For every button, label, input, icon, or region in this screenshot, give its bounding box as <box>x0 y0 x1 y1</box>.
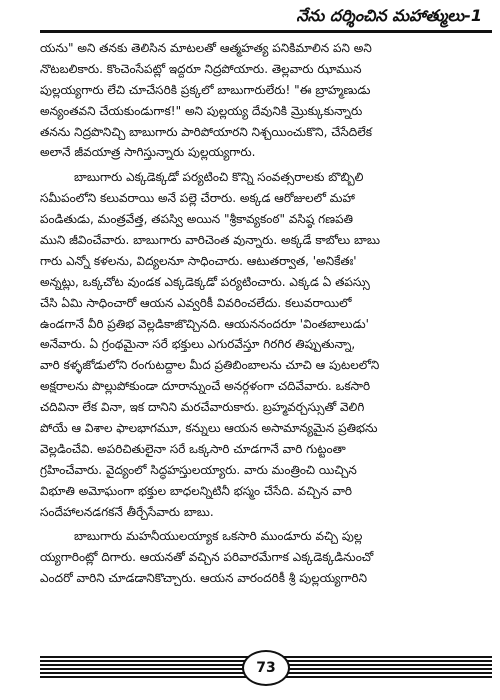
text-line: పండితుడు, మంత్రవేత్త, తపస్వి అయిన "శ్రీకావ్యకంఠ" వసిష్ఠ గణపతి <box>40 212 353 227</box>
text-line: అన్నట్లు, ఒక్కచోట వుండక ఎక్కడెక్కడో పర్యటించారు. ఎక్కడ ఏ తపస్సు <box>40 274 370 289</box>
text-line: గ్రహించేవారు. వైద్యంలో సిద్ధహస్తులయ్యారు. వారు మంత్రించి యిచ్చిన <box>40 462 357 477</box>
paragraph <box>40 526 480 589</box>
text-line: అలానే జీవయాత్ర సాగిస్తున్నారు పుల్లయ్యగారు. <box>40 145 256 160</box>
text-line: య్యగారింట్లో దిగారు. ఆయనతో వచ్చిన పరివారమేగాక ఎక్కడెక్కడినుంచో <box>40 550 374 565</box>
page-footer <box>40 648 492 688</box>
text-line: అక్షరాలను పొల్లుపోకుండా దూరాన్నుంచే అనర్గళంగా చదివేవారు. ఒకసారి <box>40 379 371 394</box>
text-line: బాబుగారు ఎక్కడెక్కడో పర్యటించి కొన్ని సంవత్సరాలకు బొబ్బిలి <box>74 170 364 185</box>
text-line: పుల్లయ్యగారు లేచి చూచేసరికి ప్రక్కలో బాబుగారులేరు! "ఈ బ్రాహ్మణుడు <box>40 82 371 97</box>
text-line: వారి కళ్ళజోడులోని రంగుటద్దాల మీద ప్రతిబింబాలను చూచి ఆ పుటలలోని <box>40 358 380 373</box>
paragraph <box>40 167 480 522</box>
text-line: అనేవారు. ఏ గ్రంథమైనా సరే భక్తులు ఎగురవేస్తూ గిరగిర తిప్పుతున్నా, <box>40 337 356 352</box>
text-line: నొటబలికారు. కొంచెంసేపట్లో ఇద్దరూ నిద్రపోయారు. తెల్లవారు ఝామున <box>40 61 362 76</box>
paragraph <box>40 38 480 163</box>
body-text <box>40 38 480 593</box>
text-line: సందేహాలనడగకనే తీర్చేసేవారు బాబు. <box>40 504 214 519</box>
text-line: చేసి ఏమి సాధించారో ఆయన ఎవ్వరికీ వివరించలేదు. కలువరాయిలో <box>40 295 352 310</box>
page-number: 73 <box>242 650 290 686</box>
text-line: పోయే ఆ విశాల ఫాలభాగమూ, కన్నులు ఆయన అసామాన్యమైన ప్రతిభను <box>40 421 378 436</box>
text-line: తనను నిద్రపొనిచ్చి బాబుగారు పారిపోయారని నిశ్చయించుకొని, చేసేదిలేక <box>40 124 372 139</box>
text-line: బాబుగారు మహనీయులయ్యాక ఒకసారి ముండూరు వచ్చి పుల్ల <box>74 529 363 544</box>
text-line: సమీపంలోని కలువరాయి అనే పల్లె చేరారు. అక్కడ ఆరోజులలో మహా <box>40 191 355 206</box>
book-title: నేను దర్శించిన మహాత్ములు-1 <box>296 6 482 25</box>
text-line: ఎందరో వారిని చూడడానికొచ్చారు. ఆయన వారందరికీ శ్రీ పుల్లయ్యగారిని <box>40 571 368 586</box>
text-line: విభూతి అమోఘంగా భక్తుల బాధలన్నిటినీ భస్మం చేసేది. వచ్చిన వారి <box>40 483 353 498</box>
text-line: గారు ఎన్నో కళలను, విద్యలనూ సాధించారు. ఆటుతర్వాత, 'అనికేతః' <box>40 253 357 268</box>
text-line: ఉండగానే వీరి ప్రతిభ వెల్లడికాజొచ్చినది. ఆయననందరూ 'వింతబాలుడు' <box>40 316 369 331</box>
page-header <box>40 0 492 33</box>
text-line: ముని జీవించేవారు. బాబుగారు వారిచెంత వున్నారు. అక్కడే కాబోలు బాబు <box>40 233 381 248</box>
text-line: అన్యంతవని చేయకుండుగాక!" అని పుల్లయ్య దేవునికి మ్రొక్కుకున్నారు <box>40 103 363 118</box>
text-line: యను" అని తనకు తెలిసిన మాటలతో ఆత్మహత్య పనికిమాలిన పని అని <box>40 41 372 55</box>
text-line: చదివినా లేక వినా, ఇక దానిని మరచేవారుకారు. బ్రహ్మవర్చస్సుతో వెలిగి <box>40 400 365 415</box>
text-line: వెల్లడించేవి. అపరిచితులైనా సరే ఒక్కసారి చూడగానే వారి గుట్టంతా <box>40 441 346 456</box>
